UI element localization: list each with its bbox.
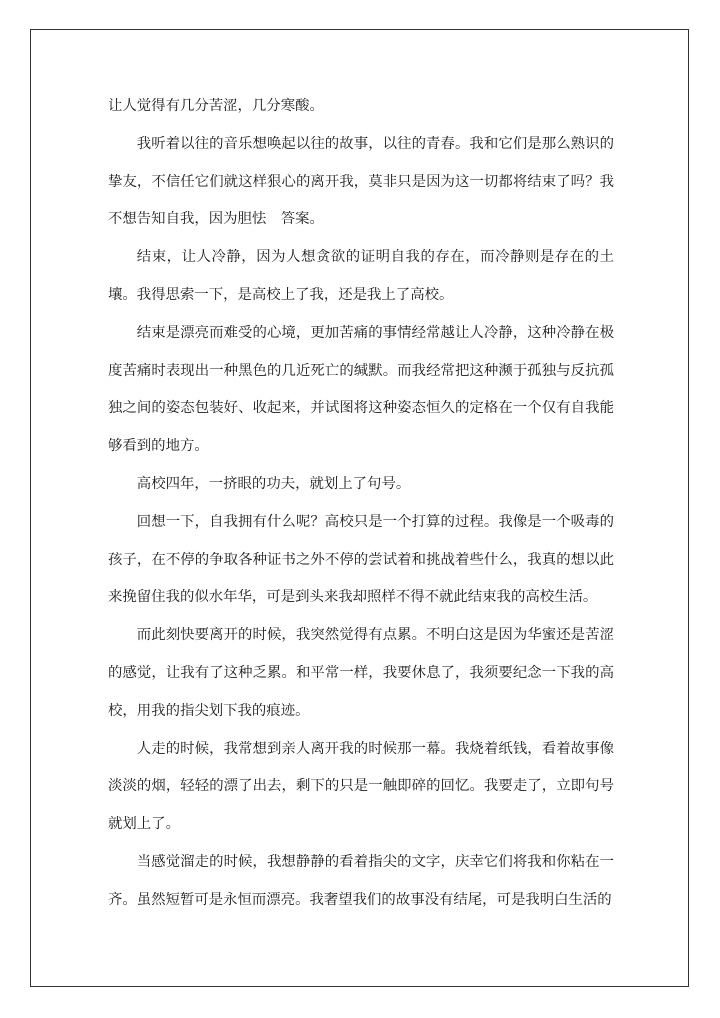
paragraph: 结束是漂亮而难受的心境，更加苦痛的事情经常越让人冷静，这种冷静在极度苦痛时表现出一种黑色的几近死亡的缄默。而我经常把这种濒于孤独与反抗孤独之间的姿态包装好、收起来，并试图将这种姿态恒久的定格在一个仅有自我能够看到的地方。 [108, 324, 614, 455]
paragraph: 人走的时候，我常想到亲人离开我的时候那一幕。我烧着纸钱，看着故事像淡淡的烟，轻轻的漂了出去，剩下的只是一触即碎的回忆。我要走了，立即句号就划上了。 [108, 740, 614, 833]
paragraph: 而此刻快要离开的时候，我突然觉得有点累。不明白这是因为华蜜还是苦涩的感觉，让我有了这种乏累。和平常一样，我要休息了，我须要纪念一下我的高校，用我的指尖划下我的痕迹。 [108, 627, 614, 719]
paragraph: 我听着以往的音乐想唤起以往的故事，以往的青春。我和它们是那么熟识的挚友，不信任它们就这样狠心的离开我，莫非只是因为这一切都将结束了吗？我不想告知自我，因为胆怯 答案。 [108, 135, 614, 228]
paragraph: 让人觉得有几分苦涩，几分寒酸。 [108, 98, 324, 114]
paragraph: 结束，让人冷静，因为人想贪欲的证明自我的存在，而冷静则是存在的土壤。我得思索一下，是高校上了我，还是我上了高校。 [108, 249, 614, 303]
paragraph: 高校四年，一挤眼的功夫，就划上了句号。 [136, 475, 411, 492]
paragraph: 回想一下，自我拥有什么呢？高校只是一个打算的过程。我像是一个吸毒的孩子，在不停的争取各种证书之外不停的尝试着和挑战着些什么，我真的想以此来挽留住我的似水年华，可是到头来我却照样不得不就此结束我的高校生活。 [108, 513, 614, 606]
paragraph: 当感觉溜走的时候，我想静静的看着指尖的文字，庆幸它们将我和你粘在一齐。虽然短暂可是永恒而漂亮。我奢望我们的故事没有结尾，可是我明白生活的 [108, 853, 614, 908]
document-body [108, 88, 614, 920]
